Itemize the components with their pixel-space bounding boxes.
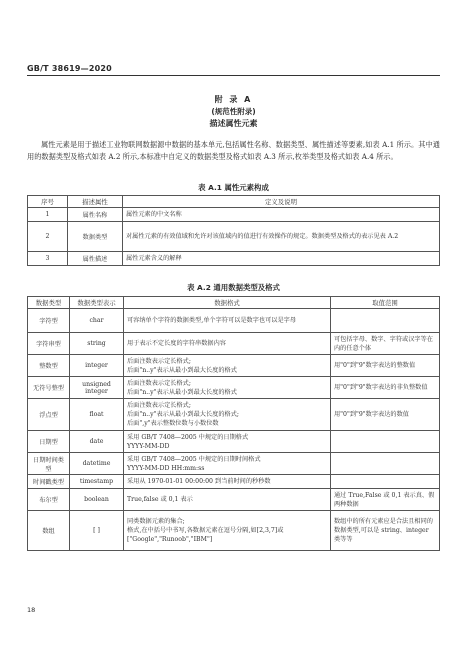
table-cell bbox=[331, 453, 440, 475]
table-a1 bbox=[27, 195, 440, 266]
table-header-cell: 数据类型 bbox=[28, 297, 70, 309]
table-cell: 属性名称 bbox=[68, 208, 123, 222]
table-cell: 字符型 bbox=[28, 309, 70, 333]
header-rule bbox=[27, 75, 440, 76]
table-row bbox=[28, 453, 440, 475]
table-row bbox=[28, 208, 440, 222]
table-cell: 采用 GB/T 7408—2005 中规定的日期时间格式 YYYY-MM-DD HH:mm:ss bbox=[124, 453, 331, 475]
table-row bbox=[28, 309, 440, 333]
table-cell: 后面注数表示定长格式; 后面"n..y"表示从最小到最大长度的格式; 后面",y"表示整数位数与小数位数 bbox=[124, 399, 331, 431]
table-cell: 同类数据元素的集合; 格式,在中括号中书写,各数据元素在逗号分隔,如[2,3,7]或["Google","Runoob","IBM"] bbox=[124, 511, 331, 551]
table-cell: 数组 bbox=[28, 511, 70, 551]
appendix-title: 附 录 A bbox=[214, 95, 253, 104]
table-row bbox=[28, 511, 440, 551]
table-header-cell: 序号 bbox=[28, 196, 68, 208]
table-cell: True,false 或 0,1 表示 bbox=[124, 489, 331, 511]
table-cell: 属性元素含义的解释 bbox=[123, 252, 440, 266]
table-cell: [ ] bbox=[70, 511, 124, 551]
table-header-cell: 定义及说明 bbox=[123, 196, 440, 208]
appendix-subtitle: (规范性附录) bbox=[211, 107, 256, 116]
table-cell: string bbox=[70, 333, 124, 355]
table-cell: integer bbox=[70, 355, 124, 377]
table-cell: 数据类型 bbox=[68, 222, 123, 252]
table-a2 bbox=[27, 296, 440, 551]
table-a2-caption: 表 A.2 通用数据类型及格式 bbox=[187, 283, 280, 292]
table-row bbox=[28, 431, 440, 453]
table-cell: 布尔型 bbox=[28, 489, 70, 511]
table-cell: 用"0"到"9"数字表达的数值 bbox=[331, 399, 440, 431]
table-cell: 属性描述 bbox=[68, 252, 123, 266]
intro-paragraph: 属性元素是用于描述工业物联网数据源中数据的基本单元,包括属性名称、数据类型、属性描述等要素,如表 A.1 所示。其中通用的数据类型及格式如表 A.2 所示,本标准中自定义的数据类型及格式如表 A.3 所示,枚举类型及格式如表 A.4 所示。 bbox=[27, 140, 440, 161]
table-cell: 数组中的所有元素应是合法且相同的数据类型,可以是 string、integer 类等等 bbox=[331, 511, 440, 551]
table-row bbox=[28, 475, 440, 489]
table-cell: datetime bbox=[70, 453, 124, 475]
table-cell: 采用 GB/T 7408—2005 中规定的日期格式 YYYY-MM-DD bbox=[124, 431, 331, 453]
appendix-heading: 描述属性元素 bbox=[209, 119, 258, 128]
table-cell: 3 bbox=[28, 252, 68, 266]
table-cell: 属性元素的中文名称 bbox=[123, 208, 440, 222]
table-cell: 1 bbox=[28, 208, 68, 222]
table-cell: 可包括字母、数字、字符或汉字等在内的任意个体 bbox=[331, 333, 440, 355]
table-cell: 后面注数表示定长格式; 后面"n..y"表示从最小到最大长度的格式 bbox=[124, 355, 331, 377]
page-number: 18 bbox=[27, 606, 36, 614]
table-cell: 时间戳类型 bbox=[28, 475, 70, 489]
table-row bbox=[28, 355, 440, 377]
table-header-cell: 数据类型表示 bbox=[70, 297, 124, 309]
standard-number: GB/T 38619—2020 bbox=[27, 64, 112, 73]
table-cell: float bbox=[70, 399, 124, 431]
table-cell: 整数型 bbox=[28, 355, 70, 377]
table-cell: 日期型 bbox=[28, 431, 70, 453]
table-row bbox=[28, 399, 440, 431]
table-row bbox=[28, 489, 440, 511]
table-row bbox=[28, 377, 440, 399]
table-cell: unsigned integer bbox=[70, 377, 124, 399]
table-cell: 采用从 1970-01-01 00:00:00 到当前时间的秒秒数 bbox=[124, 475, 331, 489]
table-cell: 2 bbox=[28, 222, 68, 252]
table-cell: 浮点型 bbox=[28, 399, 70, 431]
table-cell: date bbox=[70, 431, 124, 453]
table-header-row bbox=[28, 196, 440, 208]
table-header-cell: 数据格式 bbox=[124, 297, 331, 309]
table-cell: timestamp bbox=[70, 475, 124, 489]
table-cell: boolean bbox=[70, 489, 124, 511]
table-cell: 用"0"到"9"数字表达的非负整数值 bbox=[331, 377, 440, 399]
table-cell: 无符号整型 bbox=[28, 377, 70, 399]
table-cell: 可容纳单个字符的数据类型,单个字符可以是数字也可以是字母 bbox=[124, 309, 331, 333]
table-cell: 用于表示不定长度的字符串数据内容 bbox=[124, 333, 331, 355]
table-cell: 对属性元素的有效值域和允许对该值域内的值进行有效操作的规定。数据类型及格式的表示见表 A.2 bbox=[123, 222, 440, 252]
table-row bbox=[28, 333, 440, 355]
table-cell: 字符串型 bbox=[28, 333, 70, 355]
table-row bbox=[28, 252, 440, 266]
table-cell: 通过 True,False 或 0,1 表示真、假两种数据 bbox=[331, 489, 440, 511]
table-header-cell: 描述属性 bbox=[68, 196, 123, 208]
table-cell: 用"0"到"9"数字表达的整数值 bbox=[331, 355, 440, 377]
table-cell: char bbox=[70, 309, 124, 333]
table-cell bbox=[331, 309, 440, 333]
table-header-cell: 取值范围 bbox=[331, 297, 440, 309]
table-row bbox=[28, 222, 440, 252]
table-cell: 日期时间类型 bbox=[28, 453, 70, 475]
table-a1-caption: 表 A.1 属性元素构成 bbox=[198, 183, 269, 192]
table-cell bbox=[331, 431, 440, 453]
table-cell bbox=[331, 475, 440, 489]
table-header-row bbox=[28, 297, 440, 309]
table-cell: 后面注数表示定长格式; 后面"n..y"表示从最小到最大长度的格式 bbox=[124, 377, 331, 399]
